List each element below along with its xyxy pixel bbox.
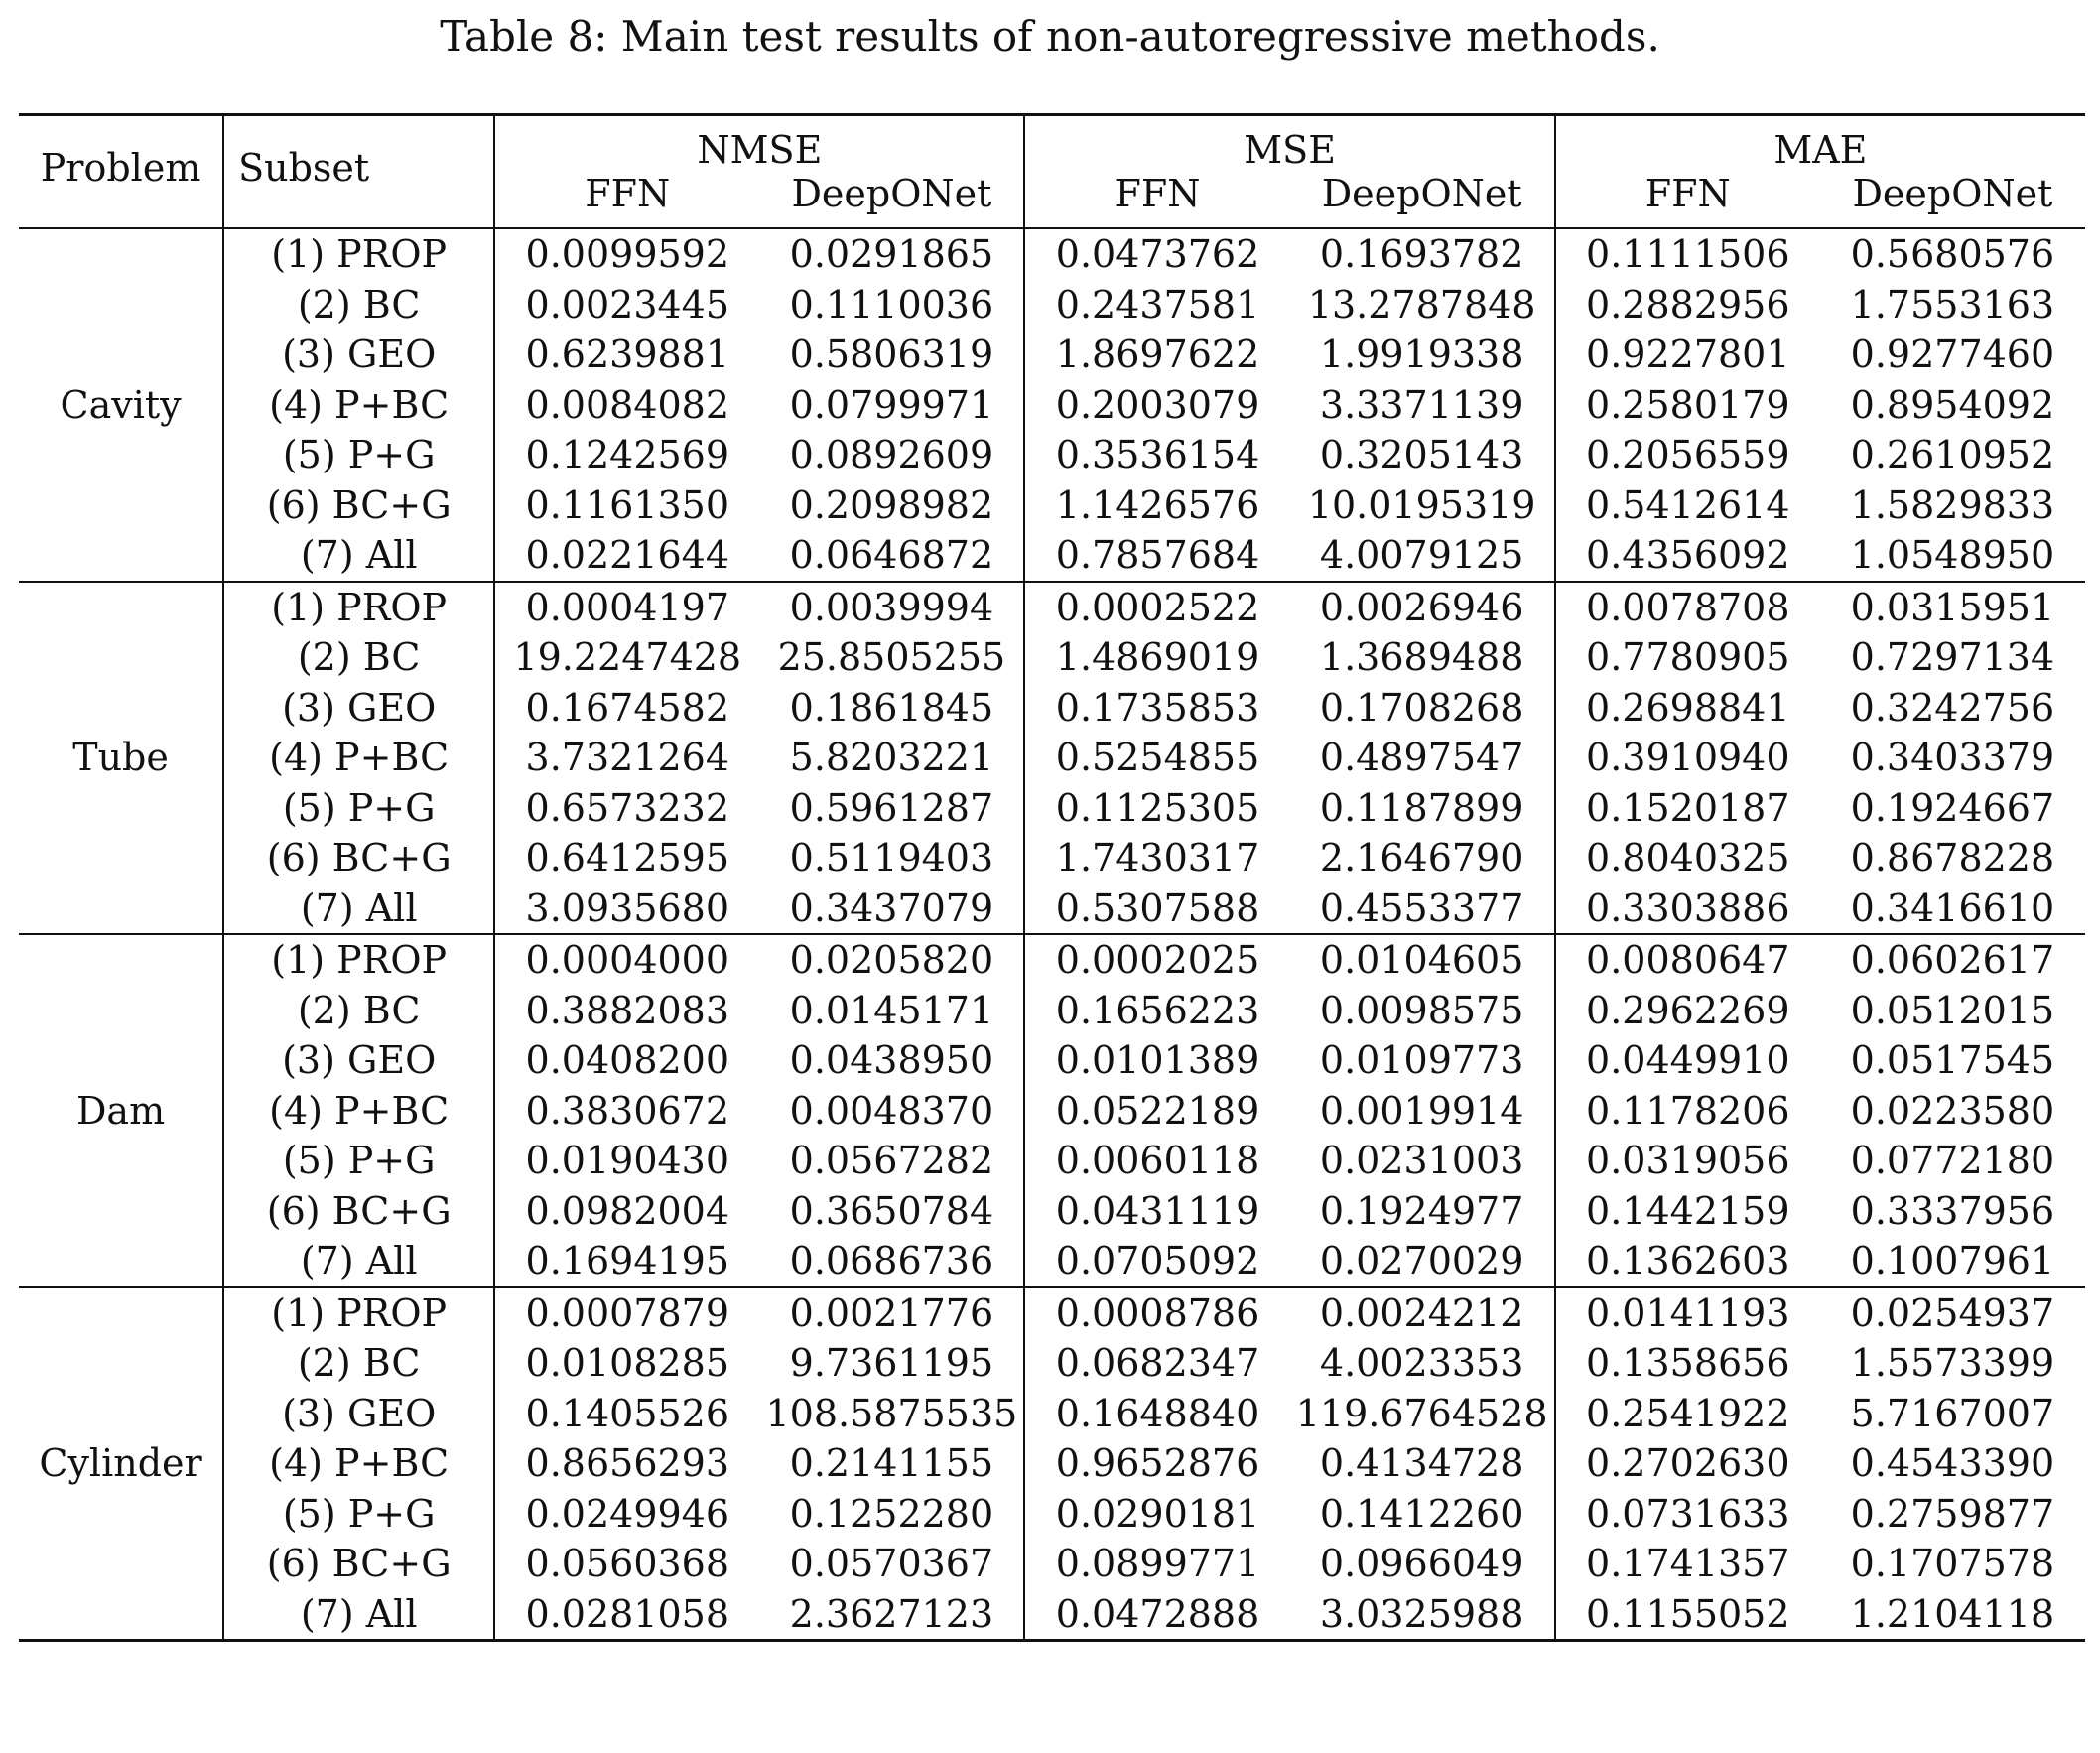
table-row xyxy=(19,280,2085,331)
table-row xyxy=(19,480,2085,531)
value-cell: 0.0002025 xyxy=(1024,934,1289,986)
value-cell: 1.1426576 xyxy=(1055,482,1260,527)
value-cell: 3.0325988 xyxy=(1290,1589,1555,1641)
header-metric-mse: MSE xyxy=(1024,115,1554,173)
value-cell: 0.6573232 xyxy=(525,785,730,830)
value-cell: 0.5412614 xyxy=(1586,482,1790,527)
value-cell: 0.1693782 xyxy=(1290,228,1555,280)
value-cell: 0.0231003 xyxy=(1290,1136,1555,1186)
value-cell: 0.2610952 xyxy=(1850,433,2055,477)
value-cell: 0.3437079 xyxy=(759,883,1024,935)
value-cell: 4.0079125 xyxy=(1290,530,1555,582)
table-row xyxy=(19,1136,2085,1186)
value-cell: 0.0705092 xyxy=(1055,1239,1260,1283)
subset-cell: (4) P+BC xyxy=(223,1086,494,1137)
value-cell: 19.2247428 xyxy=(513,635,742,680)
value-cell: 0.1861845 xyxy=(759,683,1024,734)
value-cell: 0.0431119 xyxy=(1055,1188,1260,1233)
value-cell: 0.0966049 xyxy=(1290,1539,1555,1589)
value-cell: 0.2882956 xyxy=(1586,282,1790,327)
value-cell: 0.0473762 xyxy=(1024,228,1289,280)
value-cell: 0.0084082 xyxy=(525,382,730,427)
value-cell: 0.0023445 xyxy=(525,282,730,327)
value-cell: 3.7321264 xyxy=(525,736,730,780)
value-cell: 0.0108285 xyxy=(525,1341,730,1386)
subset-cell: (5) P+G xyxy=(223,1489,494,1540)
value-cell: 0.0004000 xyxy=(494,934,759,986)
value-cell: 0.0104605 xyxy=(1290,934,1555,986)
value-cell: 0.2003079 xyxy=(1055,382,1260,427)
value-cell: 0.0270029 xyxy=(1290,1236,1555,1287)
value-cell: 0.3403379 xyxy=(1850,736,2055,780)
header-method: FFN xyxy=(1555,172,1820,228)
value-cell: 0.1125305 xyxy=(1055,785,1260,830)
value-cell: 0.1412260 xyxy=(1290,1489,1555,1540)
value-cell: 0.4134728 xyxy=(1290,1438,1555,1489)
table-row xyxy=(19,1389,2085,1439)
value-cell: 0.0026946 xyxy=(1290,582,1555,633)
value-cell: 0.9227801 xyxy=(1586,333,1790,377)
value-cell: 0.8954092 xyxy=(1850,382,2055,427)
value-cell: 0.8040325 xyxy=(1586,836,1790,880)
value-cell: 0.1694195 xyxy=(525,1239,730,1283)
header-method: FFN xyxy=(1024,172,1289,228)
value-cell: 0.2580179 xyxy=(1586,382,1790,427)
value-cell: 0.1178206 xyxy=(1586,1088,1790,1133)
value-cell: 1.5573399 xyxy=(1850,1341,2055,1386)
header-metric-mae: MAE xyxy=(1773,128,1868,172)
value-cell: 0.1405526 xyxy=(525,1391,730,1435)
value-cell: 1.0548950 xyxy=(1850,533,2055,578)
value-cell: 0.1161350 xyxy=(525,482,730,527)
value-cell: 0.8678228 xyxy=(1850,836,2055,880)
value-cell: 0.5119403 xyxy=(759,833,1024,883)
problem-cell: Cylinder xyxy=(19,1287,223,1641)
value-cell: 0.0098575 xyxy=(1290,986,1555,1036)
value-cell: 0.1735853 xyxy=(1055,685,1260,730)
value-cell: 0.3882083 xyxy=(525,988,730,1032)
value-cell: 0.4553377 xyxy=(1290,883,1555,935)
value-cell: 0.1656223 xyxy=(1055,988,1260,1032)
table-row xyxy=(19,683,2085,734)
header-method: DeepONet xyxy=(759,172,1024,228)
header-method: FFN xyxy=(494,172,759,228)
subset-cell: (7) All xyxy=(223,1236,494,1287)
value-cell: 0.9277460 xyxy=(1850,333,2055,377)
value-cell: 0.4356092 xyxy=(1586,533,1790,578)
value-cell: 0.0060118 xyxy=(1055,1139,1260,1183)
table-row xyxy=(19,833,2085,883)
subset-cell: (6) BC+G xyxy=(223,833,494,883)
value-cell: 0.0007879 xyxy=(494,1287,759,1339)
value-cell: 119.6764528 xyxy=(1290,1389,1555,1439)
value-cell: 0.7857684 xyxy=(1055,533,1260,578)
value-cell: 0.0141193 xyxy=(1555,1287,1820,1339)
value-cell: 0.0682347 xyxy=(1055,1341,1260,1386)
value-cell: 0.0039994 xyxy=(759,582,1024,633)
value-cell: 0.1110036 xyxy=(759,280,1024,331)
value-cell: 0.2702630 xyxy=(1586,1441,1790,1486)
subset-cell: (5) P+G xyxy=(223,1136,494,1186)
subset-cell: (6) BC+G xyxy=(223,1186,494,1237)
value-cell: 0.1187899 xyxy=(1290,783,1555,834)
value-cell: 0.0205820 xyxy=(759,934,1024,986)
value-cell: 0.3650784 xyxy=(759,1186,1024,1237)
table-row xyxy=(19,1539,2085,1589)
value-cell: 0.0602617 xyxy=(1820,934,2085,986)
header-metric-nmse: NMSE xyxy=(494,115,1024,173)
value-cell: 0.8656293 xyxy=(525,1441,730,1486)
value-cell: 0.4897547 xyxy=(1290,733,1555,783)
value-cell: 5.7167007 xyxy=(1850,1391,2055,1435)
value-cell: 0.2141155 xyxy=(759,1438,1024,1489)
value-cell: 0.1111506 xyxy=(1555,228,1820,280)
value-cell: 1.3689488 xyxy=(1290,632,1555,683)
value-cell: 0.0899771 xyxy=(1055,1542,1260,1586)
table-row xyxy=(19,1236,2085,1287)
value-cell: 0.2056559 xyxy=(1586,433,1790,477)
subset-cell: (2) BC xyxy=(223,1338,494,1389)
value-cell: 0.1741357 xyxy=(1586,1542,1790,1586)
value-cell: 0.2541922 xyxy=(1586,1391,1790,1435)
table-row xyxy=(19,1086,2085,1137)
table-row xyxy=(19,1287,2085,1339)
value-cell: 13.2787848 xyxy=(1290,280,1555,331)
subset-cell: (1) PROP xyxy=(223,934,494,986)
value-cell: 0.2759877 xyxy=(1850,1491,2055,1536)
value-cell: 0.0221644 xyxy=(525,533,730,578)
value-cell: 0.0290181 xyxy=(1055,1491,1260,1536)
header-method: DeepONet xyxy=(1290,172,1555,228)
header-subset: Subset xyxy=(223,115,494,229)
value-cell: 0.1155052 xyxy=(1586,1591,1790,1636)
value-cell: 0.0408200 xyxy=(525,1038,730,1083)
value-cell: 0.0438950 xyxy=(759,1035,1024,1086)
subset-cell: (6) BC+G xyxy=(223,480,494,531)
value-cell: 0.0021776 xyxy=(759,1287,1024,1339)
value-cell: 1.4869019 xyxy=(1055,635,1260,680)
value-cell: 1.5829833 xyxy=(1850,482,2055,527)
subset-cell: (7) All xyxy=(223,530,494,582)
value-cell: 1.7553163 xyxy=(1850,282,2055,327)
value-cell: 0.0249946 xyxy=(525,1491,730,1536)
subset-cell: (7) All xyxy=(223,1589,494,1641)
value-cell: 25.8505255 xyxy=(759,632,1024,683)
value-cell: 0.0004197 xyxy=(494,582,759,633)
value-cell: 0.0281058 xyxy=(525,1591,730,1636)
value-cell: 0.5307588 xyxy=(1055,885,1260,930)
value-cell: 0.1362603 xyxy=(1586,1239,1790,1283)
value-cell: 0.0080647 xyxy=(1555,934,1820,986)
value-cell: 0.0223580 xyxy=(1850,1088,2055,1133)
table-body xyxy=(19,228,2085,1641)
table-row xyxy=(19,733,2085,783)
value-cell: 0.1520187 xyxy=(1586,785,1790,830)
value-cell: 108.5875535 xyxy=(759,1389,1024,1439)
value-cell: 0.0024212 xyxy=(1290,1287,1555,1339)
value-cell: 1.2104118 xyxy=(1850,1591,2055,1636)
value-cell: 0.0019914 xyxy=(1290,1086,1555,1137)
table-row xyxy=(19,632,2085,683)
table-row xyxy=(19,986,2085,1036)
table-row xyxy=(19,430,2085,480)
value-cell: 1.8697622 xyxy=(1055,333,1260,377)
header-problem: Problem xyxy=(19,115,223,229)
value-cell: 0.0449910 xyxy=(1586,1038,1790,1083)
subset-cell: (2) BC xyxy=(223,632,494,683)
value-cell: 0.9652876 xyxy=(1055,1441,1260,1486)
value-cell: 0.3337956 xyxy=(1850,1188,2055,1233)
value-cell: 0.0319056 xyxy=(1586,1139,1790,1183)
value-cell: 0.3536154 xyxy=(1055,433,1260,477)
problem-cell: Tube xyxy=(19,582,223,935)
value-cell: 0.3205143 xyxy=(1290,430,1555,480)
table-caption: Table 8: Main test results of non-autoregressive methods. xyxy=(440,12,1660,61)
value-cell: 0.3303886 xyxy=(1586,885,1790,930)
value-cell: 0.0686736 xyxy=(759,1236,1024,1287)
problem-cell: Cavity xyxy=(19,228,223,582)
value-cell: 0.2098982 xyxy=(759,480,1024,531)
value-cell: 0.1708268 xyxy=(1290,683,1555,734)
value-cell: 0.0517545 xyxy=(1850,1038,2055,1083)
subset-cell: (3) GEO xyxy=(223,330,494,380)
subset-cell: (1) PROP xyxy=(223,228,494,280)
value-cell: 0.0078708 xyxy=(1555,582,1820,633)
table-row xyxy=(19,1186,2085,1237)
value-cell: 0.3830672 xyxy=(525,1088,730,1133)
value-cell: 0.7780905 xyxy=(1586,635,1790,680)
value-cell: 2.3627123 xyxy=(759,1589,1024,1641)
table-row xyxy=(19,380,2085,431)
value-cell: 0.0512015 xyxy=(1850,988,2055,1032)
value-cell: 0.1674582 xyxy=(525,685,730,730)
subset-cell: (4) P+BC xyxy=(223,1438,494,1489)
subset-cell: (6) BC+G xyxy=(223,1539,494,1589)
value-cell: 0.1252280 xyxy=(759,1489,1024,1540)
value-cell: 0.0560368 xyxy=(525,1542,730,1586)
table-row xyxy=(19,1338,2085,1389)
value-cell: 0.0099592 xyxy=(494,228,759,280)
subset-cell: (3) GEO xyxy=(223,1035,494,1086)
table-row xyxy=(19,1438,2085,1489)
value-cell: 0.0567282 xyxy=(759,1136,1024,1186)
table-row xyxy=(19,1589,2085,1641)
value-cell: 0.4543390 xyxy=(1850,1441,2055,1486)
subset-cell: (4) P+BC xyxy=(223,733,494,783)
value-cell: 0.1358656 xyxy=(1586,1341,1790,1386)
value-cell: 0.5680576 xyxy=(1820,228,2085,280)
value-cell: 0.0522189 xyxy=(1055,1088,1260,1133)
value-cell: 9.7361195 xyxy=(759,1338,1024,1389)
value-cell: 0.1924977 xyxy=(1290,1186,1555,1237)
table-row xyxy=(19,228,2085,280)
subset-cell: (1) PROP xyxy=(223,1287,494,1339)
table-row xyxy=(19,1035,2085,1086)
value-cell: 0.2698841 xyxy=(1586,685,1790,730)
table-row xyxy=(19,330,2085,380)
subset-cell: (5) P+G xyxy=(223,430,494,480)
value-cell: 0.3242756 xyxy=(1850,685,2055,730)
table-row xyxy=(19,934,2085,986)
value-cell: 10.0195319 xyxy=(1290,480,1555,531)
value-cell: 2.1646790 xyxy=(1290,833,1555,883)
value-cell: 0.2962269 xyxy=(1586,988,1790,1032)
value-cell: 0.0892609 xyxy=(759,430,1024,480)
subset-cell: (5) P+G xyxy=(223,783,494,834)
value-cell: 3.3371139 xyxy=(1290,380,1555,431)
value-cell: 0.0472888 xyxy=(1055,1591,1260,1636)
value-cell: 0.3416610 xyxy=(1850,885,2055,930)
value-cell: 0.0772180 xyxy=(1850,1139,2055,1183)
value-cell: 0.0190430 xyxy=(525,1139,730,1183)
subset-cell: (2) BC xyxy=(223,986,494,1036)
value-cell: 0.0731633 xyxy=(1586,1491,1790,1536)
value-cell: 0.5806319 xyxy=(759,330,1024,380)
subset-cell: (3) GEO xyxy=(223,1389,494,1439)
value-cell: 0.0145171 xyxy=(759,986,1024,1036)
subset-cell: (7) All xyxy=(223,883,494,935)
value-cell: 0.1007961 xyxy=(1850,1239,2055,1283)
results-table xyxy=(19,113,2085,1642)
value-cell: 0.7297134 xyxy=(1850,635,2055,680)
value-cell: 0.1707578 xyxy=(1850,1542,2055,1586)
table-row xyxy=(19,530,2085,582)
value-cell: 5.8203221 xyxy=(759,733,1024,783)
table-row xyxy=(19,883,2085,935)
value-cell: 0.0646872 xyxy=(759,530,1024,582)
subset-cell: (4) P+BC xyxy=(223,380,494,431)
table-row xyxy=(19,783,2085,834)
value-cell: 0.2437581 xyxy=(1055,282,1260,327)
value-cell: 0.0570367 xyxy=(759,1539,1024,1589)
value-cell: 0.5254855 xyxy=(1055,736,1260,780)
value-cell: 0.0799971 xyxy=(759,380,1024,431)
value-cell: 1.7430317 xyxy=(1055,836,1260,880)
value-cell: 0.0048370 xyxy=(759,1086,1024,1137)
value-cell: 0.0101389 xyxy=(1055,1038,1260,1083)
subset-cell: (2) BC xyxy=(223,280,494,331)
value-cell: 0.1924667 xyxy=(1850,785,2055,830)
table-row xyxy=(19,582,2085,633)
value-cell: 0.3910940 xyxy=(1586,736,1790,780)
problem-cell: Dam xyxy=(19,934,223,1287)
value-cell: 0.0008786 xyxy=(1024,1287,1289,1339)
table-row xyxy=(19,1489,2085,1540)
value-cell: 0.0002522 xyxy=(1024,582,1289,633)
value-cell: 4.0023353 xyxy=(1290,1338,1555,1389)
value-cell: 0.1442159 xyxy=(1586,1188,1790,1233)
header-method: DeepONet xyxy=(1820,172,2085,228)
value-cell: 0.0291865 xyxy=(759,228,1024,280)
value-cell: 1.9919338 xyxy=(1290,330,1555,380)
value-cell: 0.1648840 xyxy=(1055,1391,1260,1435)
value-cell: 0.1242569 xyxy=(525,433,730,477)
value-cell: 0.5961287 xyxy=(759,783,1024,834)
value-cell: 0.0109773 xyxy=(1290,1035,1555,1086)
value-cell: 0.0254937 xyxy=(1820,1287,2085,1339)
value-cell: 0.0982004 xyxy=(525,1188,730,1233)
value-cell: 3.0935680 xyxy=(525,885,730,930)
subset-cell: (1) PROP xyxy=(223,582,494,633)
subset-cell: (3) GEO xyxy=(223,683,494,734)
value-cell: 0.6412595 xyxy=(525,836,730,880)
value-cell: 0.6239881 xyxy=(525,333,730,377)
value-cell: 0.0315951 xyxy=(1820,582,2085,633)
table-header xyxy=(19,115,2085,229)
